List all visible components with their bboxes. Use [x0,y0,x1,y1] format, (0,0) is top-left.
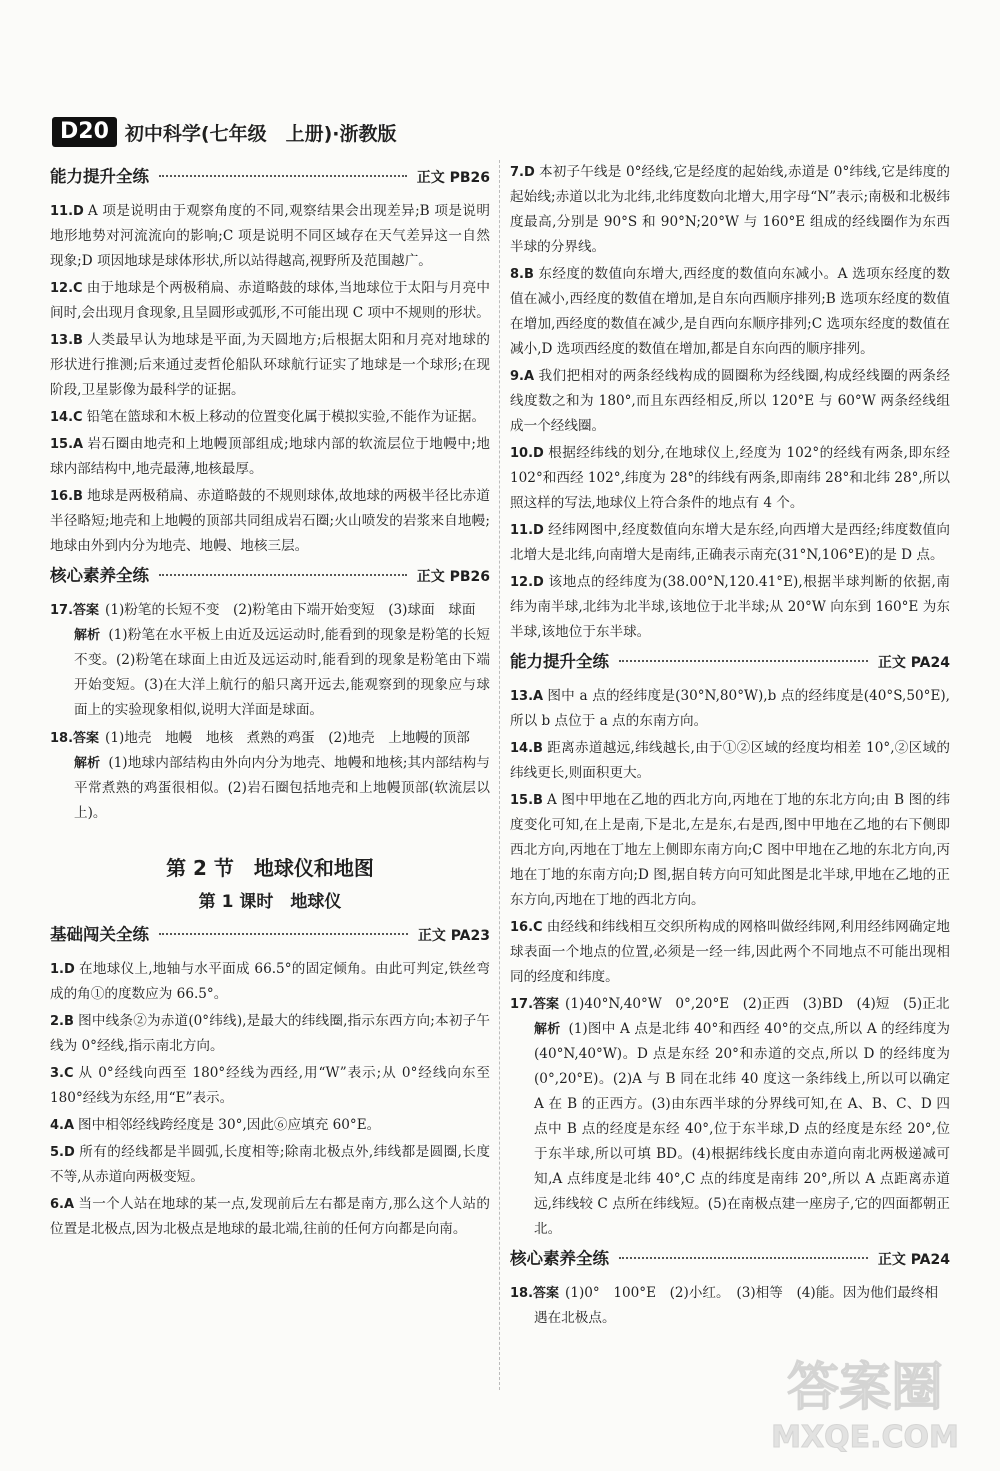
page-reference: 正文 PB26 [416,569,490,585]
analysis-label: 解析 [534,1022,561,1037]
item-text: 当一个人站在地球的某一点,发现前后左右都是南方,那么这个人站的位置是北极点,因为北极点是地球的最北端,往前的任何方向都是向南。 [50,1196,490,1237]
analysis-text: (1)地球内部结构由外向内分为地壳、地幔和地核;其内部结构与平常煮熟的鸡蛋很相似。(2)岩石圈包括地壳和上地幔顶部(软流层以上)。 [74,755,490,821]
answer-item [50,957,490,1007]
item-number: 13.B [50,333,83,348]
item-text: 在地球仪上,地轴与水平面成 66.5°的固定倾角。由此可判定,铁丝弯成的角①的度数应为 66.5°。 [50,961,490,1002]
item-number: 4.A [50,1118,75,1133]
analysis [50,623,490,723]
section-title: 能力提升全练 [510,652,609,671]
item-number: 18.答案 [50,731,100,746]
answer-item [510,570,950,645]
lesson-title: 第 1 课时 地球仪 [198,892,342,912]
answer-block [50,598,490,723]
answer-item [50,1061,490,1111]
book-title: 初中科学(七年级 上册)·浙教版 [124,122,397,145]
section-title: 基础闯关全练 [50,925,149,944]
item-text: 图中相邻经线跨经度是 30°,因此⑥应填充 60°E。 [78,1117,381,1133]
answer-block [510,992,950,1242]
item-number: 2.B [50,1014,74,1029]
page-reference: 正文 PB26 [416,170,490,186]
column-divider [499,160,500,1390]
answer-item [50,1192,490,1242]
item-number: 11.D [510,523,544,538]
item-text: 本初子午线是 0°经线,它是经度的起始线,赤道是 0°纬线,它是纬度的起始线;赤道以北为北纬,北纬度数向北增大,用字母“N”表示;南极和北极纬度最高,分别是 90°S 和 90°N;20°W 与 160°E 组成的经线圈作为东西半球的分界线。 [510,164,950,255]
section-title: 核心素养全练 [50,566,149,585]
answer-item [510,788,950,913]
answer-item [50,1113,490,1138]
answer-item [510,262,950,362]
watermark-line1: 答案圈 [786,1358,944,1418]
answer-block [510,1281,950,1331]
item-text: 人类最早认为地球是平面,为天圆地方;后根据太阳和月亮对地球的形状进行推测;后来通过麦哲伦船队环球航行证实了地球是一个球形;在现阶段,卫星影像为最科学的证据。 [50,332,490,398]
item-text: 由于地球是个两极稍扁、赤道略鼓的球体,当地球位于太阳与月亮中间时,会出现月食现象,且呈圆形或弧形,不可能出现 C 项中不规则的形状。 [50,280,490,321]
answer-item [50,276,490,326]
left-column [50,160,490,1244]
item-text: 地球是两极稍扁、赤道略鼓的不规则球体,故地球的两极半径比赤道半径略短;地壳和上地幔的顶部共同组成岩石圈;火山喷发的岩浆来自地幔;地球由外到内分为地壳、地幔、地核三层。 [50,488,490,554]
dotted-leader [159,933,408,935]
section-heading [510,649,950,676]
item-number: 3.C [50,1066,74,1081]
dotted-leader [619,1257,868,1259]
answer-block [50,726,490,826]
answer-item [510,160,950,260]
item-number: 15.B [510,793,543,808]
item-number: 17.答案 [510,997,560,1012]
item-number: 10.D [510,446,544,461]
item-number: 12.C [50,281,83,296]
item-number: 11.D [50,204,84,219]
answer-item [50,405,490,430]
section-heading [510,1246,950,1273]
answer-item [510,915,950,990]
item-text: 所有的经线都是半圆弧,长度相等;除南北极点外,纬线都是圆圈,长度不等,从赤道向两极变短。 [50,1144,490,1185]
answer-item [510,364,950,439]
item-text: 铅笔在篮球和木板上移动的位置变化属于模拟实验,不能作为证据。 [86,409,486,425]
answer-text: (1)40°N,40°W 0°,20°E (2)正西 (3)BD (4)短 (5)正北 [565,996,950,1012]
answer-item [50,1009,490,1059]
section-heading [50,922,490,949]
item-number: 18.答案 [510,1286,560,1301]
answer-line [50,726,490,751]
dotted-leader [159,574,407,576]
item-text: 由经线和纬线相互交织所构成的网格叫做经纬网,利用经纬网确定地球表面一个地点的位置,必须是一经一纬,因此两个不同地点不可能出现相同的经度和纬度。 [510,919,950,985]
item-number: 5.D [50,1145,75,1160]
analysis-text: (1)图中 A 点是北纬 40°和西经 40°的交点,所以 A 的经纬度为(40°N,40°W)。D 点是东经 20°和赤道的交点,所以 D 的经纬度为(0°,20°E)。(2)A 与 B 同在北纬 40 度这一条纬线上,所以可以确定 A 在 B 的正西方。(3)由东西半球的分界线可知,在 A、B、C、D 四点中 B 点的经度是东经 40°,位于东半球,D 点的经度是东经 20°,位于东半球,所以可填 BD。(4)根据纬线长度由赤道向南北两极递减可知,A 点纬度是北纬 40°,C 点的纬度是南纬 20°,所以 A 点距离赤道远,纬线较 C 点所在纬线短。(5)在南极点建一座房子,它的四面都朝正北。 [534,1021,950,1237]
answer-item [510,518,950,568]
section-title: 核心素养全练 [510,1249,609,1268]
item-text: 经纬网图中,经度数值向东增大是东经,向西增大是西经;纬度数值向北增大是北纬,向南增大是南纬,正确表示南充(31°N,106°E)的是 D 点。 [510,522,950,563]
answer-item [50,199,490,274]
item-text: 图中线条②为赤道(0°纬线),是最大的纬线圈,指示东西方向;本初子午线为 0°经线,指示南北方向。 [50,1013,490,1054]
watermark-line2: MXQE.COM [771,1420,959,1455]
item-text: 距离赤道越远,纬线越长,由于①②区域的经度均相差 10°,②区域的纬线更长,则面积更大。 [510,740,950,781]
section-title: 能力提升全练 [50,167,149,186]
item-number: 8.B [510,267,534,282]
section-heading [50,563,490,590]
analysis-label: 解析 [74,628,101,643]
chapter-title: 第 2 节 地球仪和地图 [166,856,374,880]
page-number: D20 [52,117,117,147]
item-number: 16.C [510,920,543,935]
item-number: 1.D [50,962,75,977]
analysis [510,1017,950,1242]
analysis [50,751,490,826]
answer-item [50,484,490,559]
answer-text: (1)粉笔的长短不变 (2)粉笔由下端开始变短 (3)球面 球面 [105,602,476,618]
watermark-logo [760,1347,970,1457]
item-text: 从 0°经线向西至 180°经线为西经,用“W”表示;从 0°经线向东至 180°经线为东经,用“E”表示。 [50,1065,490,1106]
dotted-leader [619,660,868,662]
section-heading [50,164,490,191]
answer-item [510,684,950,734]
item-text: 岩石圈由地壳和上地幔顶部组成;地球内部的软流层位于地幔中;地球内部结构中,地壳最薄,地核最厚。 [50,436,490,477]
answer-text: (1)地壳 地幔 地核 煮熟的鸡蛋 (2)地壳 上地幔的顶部 [105,730,470,746]
item-text: 东经度的数值向东增大,西经度的数值向东减小。A 选项东经度的数值在减小,西经度的数值在增加,是自东向西顺序排列;B 选项东经度的数值在增加,西经度的数值在减少,是自西向东顺序排列;C 选项东经度的数值在减小,D 选项西经度的数值在增加,都是自东向西的顺序排列。 [510,266,950,357]
answer-item [50,328,490,403]
item-number: 15.A [50,437,84,452]
item-text: 该地点的经纬度为(38.00°N,120.41°E),根据半球判断的依据,南纬为南半球,北纬为北半球,该地位于北半球;从 20°W 向东到 160°E 为东半球,该地位于东半球。 [510,574,950,640]
item-number: 12.D [510,575,544,590]
item-number: 17.答案 [50,603,100,618]
item-number: 13.A [510,689,544,704]
item-number: 9.A [510,369,535,384]
item-text: A 图中甲地在乙地的西北方向,丙地在丁地的东北方向;由 B 图的纬度变化可知,在上是南,下是北,左是东,右是西,图中甲地在乙地的右下侧即西北方向,丙地在丁地左上侧即东南方向;C 图中甲地在乙地的东北方向,丙地在丁地的东南方向;D 图,据自转方向可知此图是北半球,甲地在乙地的正东方向,丙地在丁地的西北方向。 [510,792,950,908]
analysis-text: (1)粉笔在水平板上由近及远运动时,能看到的现象是粉笔的长短不变。(2)粉笔在球面上由近及远运动时,能看到的现象是粉笔由下端开始变短。(3)在大洋上航行的船只离开远去,能观察到的现象应与球面上的实验现象相似,说明大洋面是球面。 [74,627,490,718]
item-text: A 项是说明由于观察角度的不同,观察结果会出现差异;B 项是说明地形地势对河流流向的影响;C 项是说明不同区域存在天气差异这一自然现象;D 项因地球是球体形状,所以站得越高,视野所及范围越广。 [50,203,490,269]
answer-line [50,598,490,623]
page-reference: 正文 PA24 [877,655,950,671]
item-number: 16.B [50,489,83,504]
answer-line [510,992,950,1017]
item-text: 我们把相对的两条经线构成的圆圈称为经线圈,构成经线圈的两条经线度数之和为 180°,而且东西经相反,所以 120°E 与 60°W 两条经线组成一个经线圈。 [510,368,950,434]
item-number: 14.C [50,410,83,425]
dotted-leader [159,175,407,177]
answer-text: (1)0° 100°E (2)小红。 (3)相等 (4)能。因为他们最终相遇在北极点。 [534,1285,939,1326]
page-reference: 正文 PA23 [417,928,490,944]
item-text: 根据经纬线的划分,在地球仪上,经度为 102°的经线有两条,即东经 102°和西经 102°,纬度为 28°的纬线有两条,即南纬 28°和北纬 28°,所以照这样的写法,地球仪上符合条件的地点有 4 个。 [510,445,950,511]
answer-line [510,1281,950,1331]
item-number: 7.D [510,165,535,180]
answer-item [50,432,490,482]
answer-item [50,1140,490,1190]
page-reference: 正文 PA24 [877,1252,950,1268]
page-header [52,116,396,148]
item-text: 图中 a 点的经纬度是(30°N,80°W),b 点的经纬度是(40°S,50°E),所以 b 点位于 a 点的东南方向。 [510,688,950,729]
analysis-label: 解析 [74,756,101,771]
answer-item [510,441,950,516]
item-number: 6.A [50,1197,75,1212]
right-column [510,160,950,1334]
answer-item [510,736,950,786]
item-number: 14.B [510,741,543,756]
